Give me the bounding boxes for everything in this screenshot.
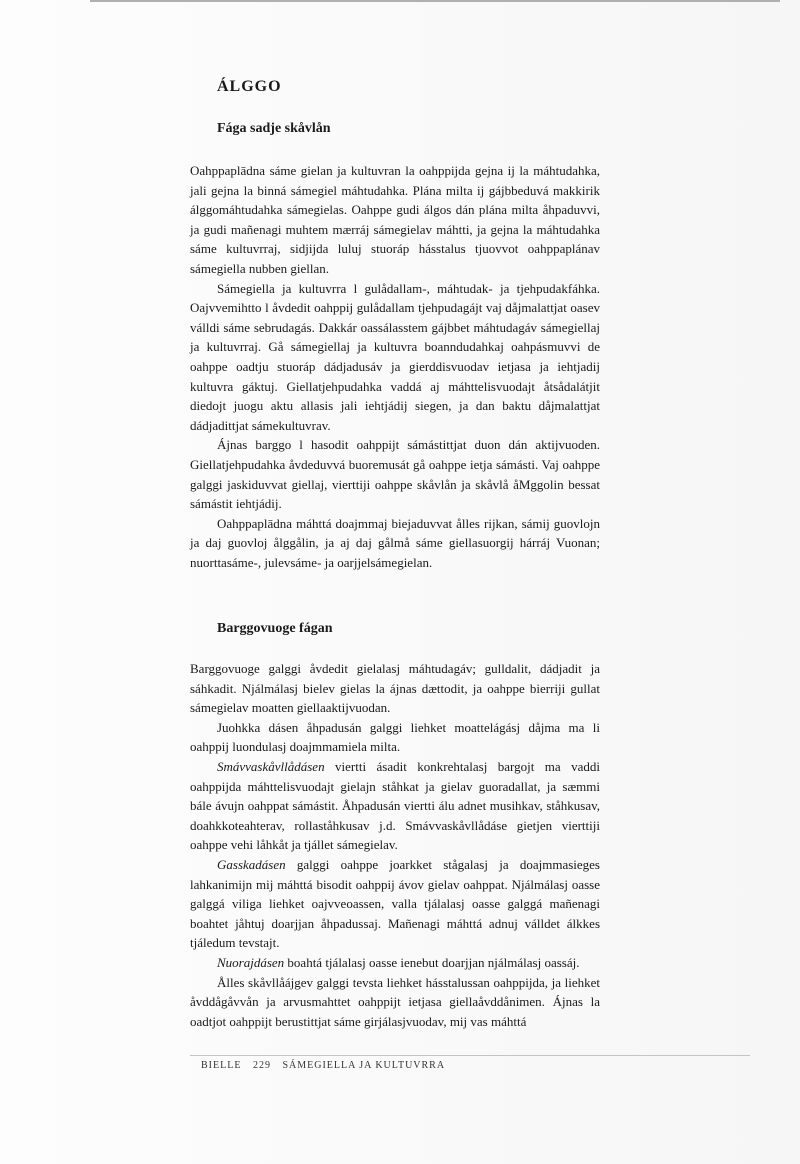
book-title: SÁMEGIELLA JA KULTUVRRA (282, 1060, 446, 1071)
italic-term: Gasskadásen (217, 856, 286, 872)
footer-rule (190, 1055, 750, 1056)
paragraph: Oahppaplādna máhttá doajmmaj biejaduvvat ålles rijkan, sámij guovlojn ja daj guovloj ålggålin, ja aj daj gålmå sáme giellasuorgij hárráj Vuonan; nuorttasáme-, julevsáme- ja oarjjelsámegielan. (190, 515, 600, 570)
paragraph: Ájnas barggo l hasodit oahppijt sámástittjat duon dán aktijvuoden. Giellatjehpudahka åvdeduvvá buoremusát gå oahppe ietja sámásti. Vaj oahppe galggi jaskiduvvat giellaj, vierttiji oahppe skåvlån ja skåvlå åMggolin bessat sámástit iehtjádij. (190, 437, 600, 512)
paragraph: Gasskadásen galggi oahppe joarkket stågalasj ja doajmmasieges lahkanimijn mij máhttá bisodit oahppij ávov gielav oahppat. Njálmálasj oasse galggá viliga liehket oajvveoassen, valla tjálalasj oasse galggá mañenagi boahtet jåhtuj doarjjan åhpadussaj. Mañenagi máhttá adnuj válldet álkkes tjáledum tevstajt. (190, 856, 600, 951)
top-edge-rule (90, 0, 780, 2)
paragraph: Oahppaplādna sáme gielan ja kultuvran la oahppijda gejna ij la máhtudahka, jali gejna la binná sámegiel máhtudahka. Plána milta ij gájbbeduvá makkirik álggomáhtudahka sámegielas. Oahppe gudi álgos dán plána milta åhpaduvvi, ja gudi mañenagi muhtem mærráj sámegielav máhtti, ja gejna la máhtudahka sáme kultuvrraj, sidjijda luluj stuoráp hásstalus tjuovvot oahppaplánav sámegiella nubben giellan. (190, 163, 600, 276)
section-heading-2: Barggovuoge fágan (217, 621, 333, 636)
italic-term: Smávvaskåvllådásen (217, 758, 325, 774)
section-heading-1: Fága sadje skåvlån (217, 121, 331, 136)
italic-term: Nuorajdásen (217, 954, 285, 970)
paragraph: Barggovuoge galggi åvdedit gielalasj máhtudagáv; gulldalit, dádjadit ja sáhkadit. Njálmálasj bielev gielas la ájnas dættodit, ja oahppe bierriji gullat sámegielav moatten giellaaktijvuodan. (190, 661, 600, 716)
section-1-body (190, 161, 600, 572)
paragraph: Sámegiella ja kultuvrra l gulådallam-, máhtudak- ja tjehpudakfáhka. Oajvvemihtto l åvdedit oahppij gulådallam tjehpudagájt vaj dåjmalattjat oasev válldi sáme sebrudagás. Dakkár oassálasstem gájbbet máhtudagáv sámegiellaj ja kultuvrraj. Gå sámegiellaj ja kultuvra boanndudahkaj oahpásmuvvi de oahppe oadtju stuoráp dádjadusáv ja gierddisvuodav ietjasa ja iehtjadij kultuvra gáktuj. Giellatjehpudahka vaddá aj máhttelisvuodajt åtsådalátjit diedojt juogu aktu allasis jali iehtjádij siegen, ja dan baktu dåjmalattjat dádjadittjat sámekultuvrav. (190, 280, 600, 433)
paragraph: Ålles skåvllåájgev galggi tevsta liehket hásstalussan oahppijda, ja liehket åvddågåvvån ja arvusmahttet oahppijt ietjasa giellaåvddånimen. Ájnas la oadtjot oahppijt berustittjat sáme girjálasjvuodav, mij vas máhttá (190, 974, 600, 1029)
paragraph: Nuorajdásen boahtá tjálalasj oasse ienebut doarjjan njálmálasj oassáj. (217, 954, 580, 970)
page-footer (201, 1060, 453, 1071)
paragraph: Juohkka dásen åhpadusán galggi liehket moattelágásj dåjma ma li oahppij luondulasj doajmmamiela milta. (190, 719, 600, 755)
paragraph: Smávvaskåvllådásen viertti ásadit konkrehtalasj bargojt ma vaddi oahppijda máhttelisvuodajt gielajn ståhkat ja gielav guoradallat, ja sæmmi bále ávujn oahppat sámástit. Åhpadusán viertti álu adnet musihkav, ståhkusav, doahkkoteahterav, rollaståhkusav j.d. Smávvaskåvllådáse gietjen vierttiji oahppe vehi låhkåt ja tjállet sámegielav. (190, 758, 600, 853)
running-head: BIELLE (201, 1060, 242, 1071)
page-number: 229 (252, 1060, 271, 1071)
chapter-title: ÁLGGO (217, 78, 282, 95)
section-2-body (190, 659, 600, 1031)
